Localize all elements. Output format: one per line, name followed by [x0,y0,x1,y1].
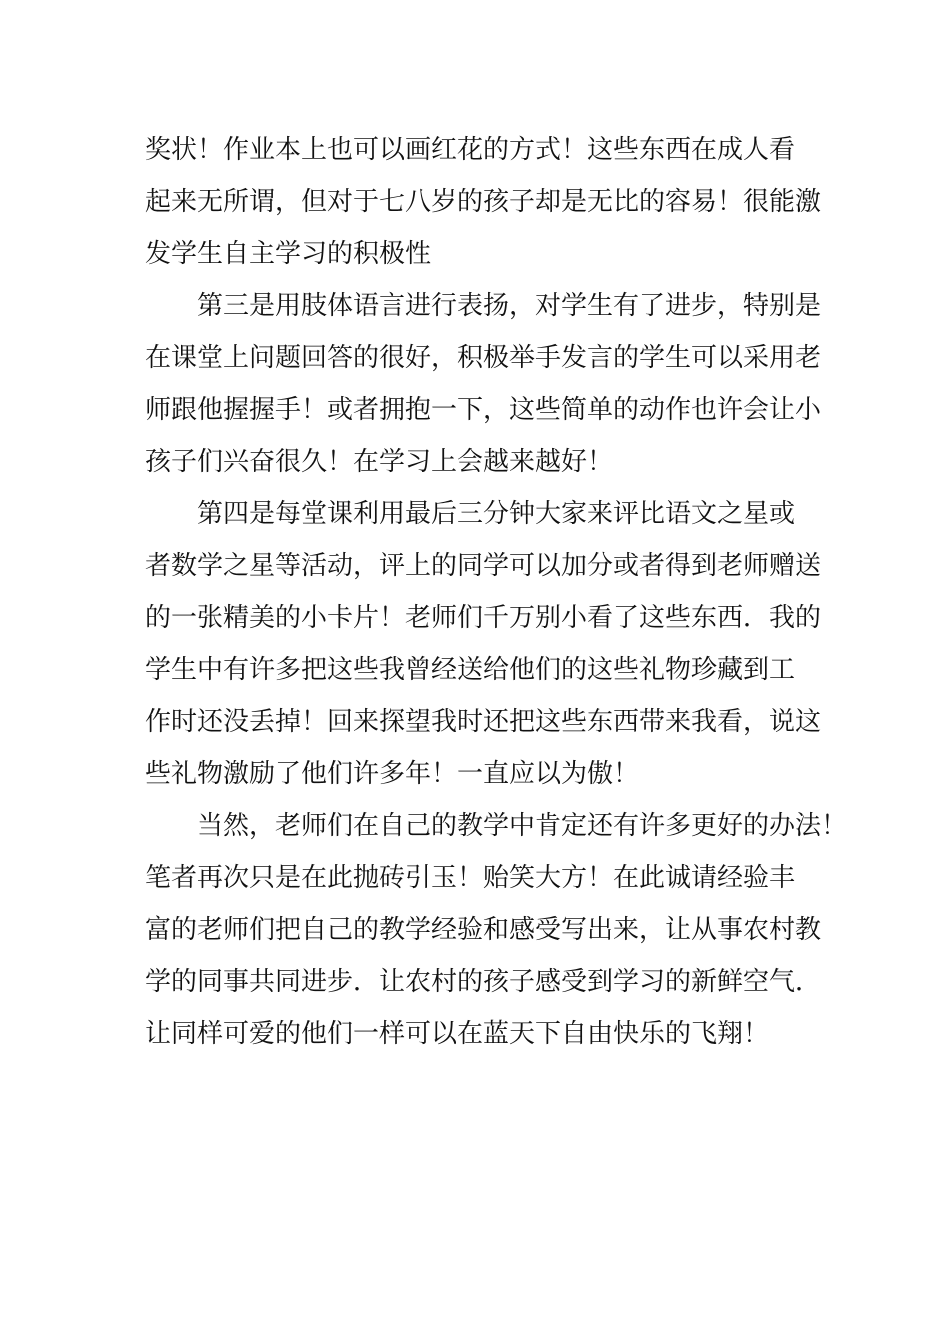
document-body [145,124,848,1060]
text-line: 发学生自主学习的积极性 [145,239,432,269]
text-line: 些礼物激励了他们许多年！一直应以为傲！ [145,759,640,789]
text-line: 奖状！作业本上也可以画红花的方式！这些东西在成人看 [145,135,796,165]
text-line: 让同样可爱的他们一样可以在蓝天下自由快乐的飞翔！ [145,1019,770,1049]
text-line: 孩子们兴奋很久！在学习上会越来越好！ [145,447,614,477]
text-line: 的一张精美的小卡片！老师们千万别小看了这些东西．我的 [145,603,822,633]
paragraph-start-line: 第四是每堂课利用最后三分钟大家来评比语文之星或 [197,499,796,529]
text-line: 富的老师们把自己的教学经验和感受写出来，让从事农村教 [145,915,822,945]
text-line: 笔者再次只是在此抛砖引玉！贻笑大方！在此诚请经验丰 [145,863,796,893]
text-line: 学的同事共同进步．让农村的孩子感受到学习的新鲜空气． [145,967,822,997]
text-line: 师跟他握握手！或者拥抱一下，这些简单的动作也许会让小 [145,395,822,425]
paragraph-start-line: 当然，老师们在自己的教学中肯定还有许多更好的办法！ [197,811,848,841]
paragraph-start-line: 第三是用肢体语言进行表扬，对学生有了进步，特别是 [197,291,822,321]
text-line: 学生中有许多把这些我曾经送给他们的这些礼物珍藏到工 [145,655,796,685]
text-line: 作时还没丢掉！回来探望我时还把这些东西带来我看，说这 [145,707,822,737]
text-line: 在课堂上问题回答的很好，积极举手发言的学生可以采用老 [145,343,822,373]
text-line: 者数学之星等活动，评上的同学可以加分或者得到老师赠送 [145,551,822,581]
text-line: 起来无所谓，但对于七八岁的孩子却是无比的容易！很能激 [145,187,822,217]
